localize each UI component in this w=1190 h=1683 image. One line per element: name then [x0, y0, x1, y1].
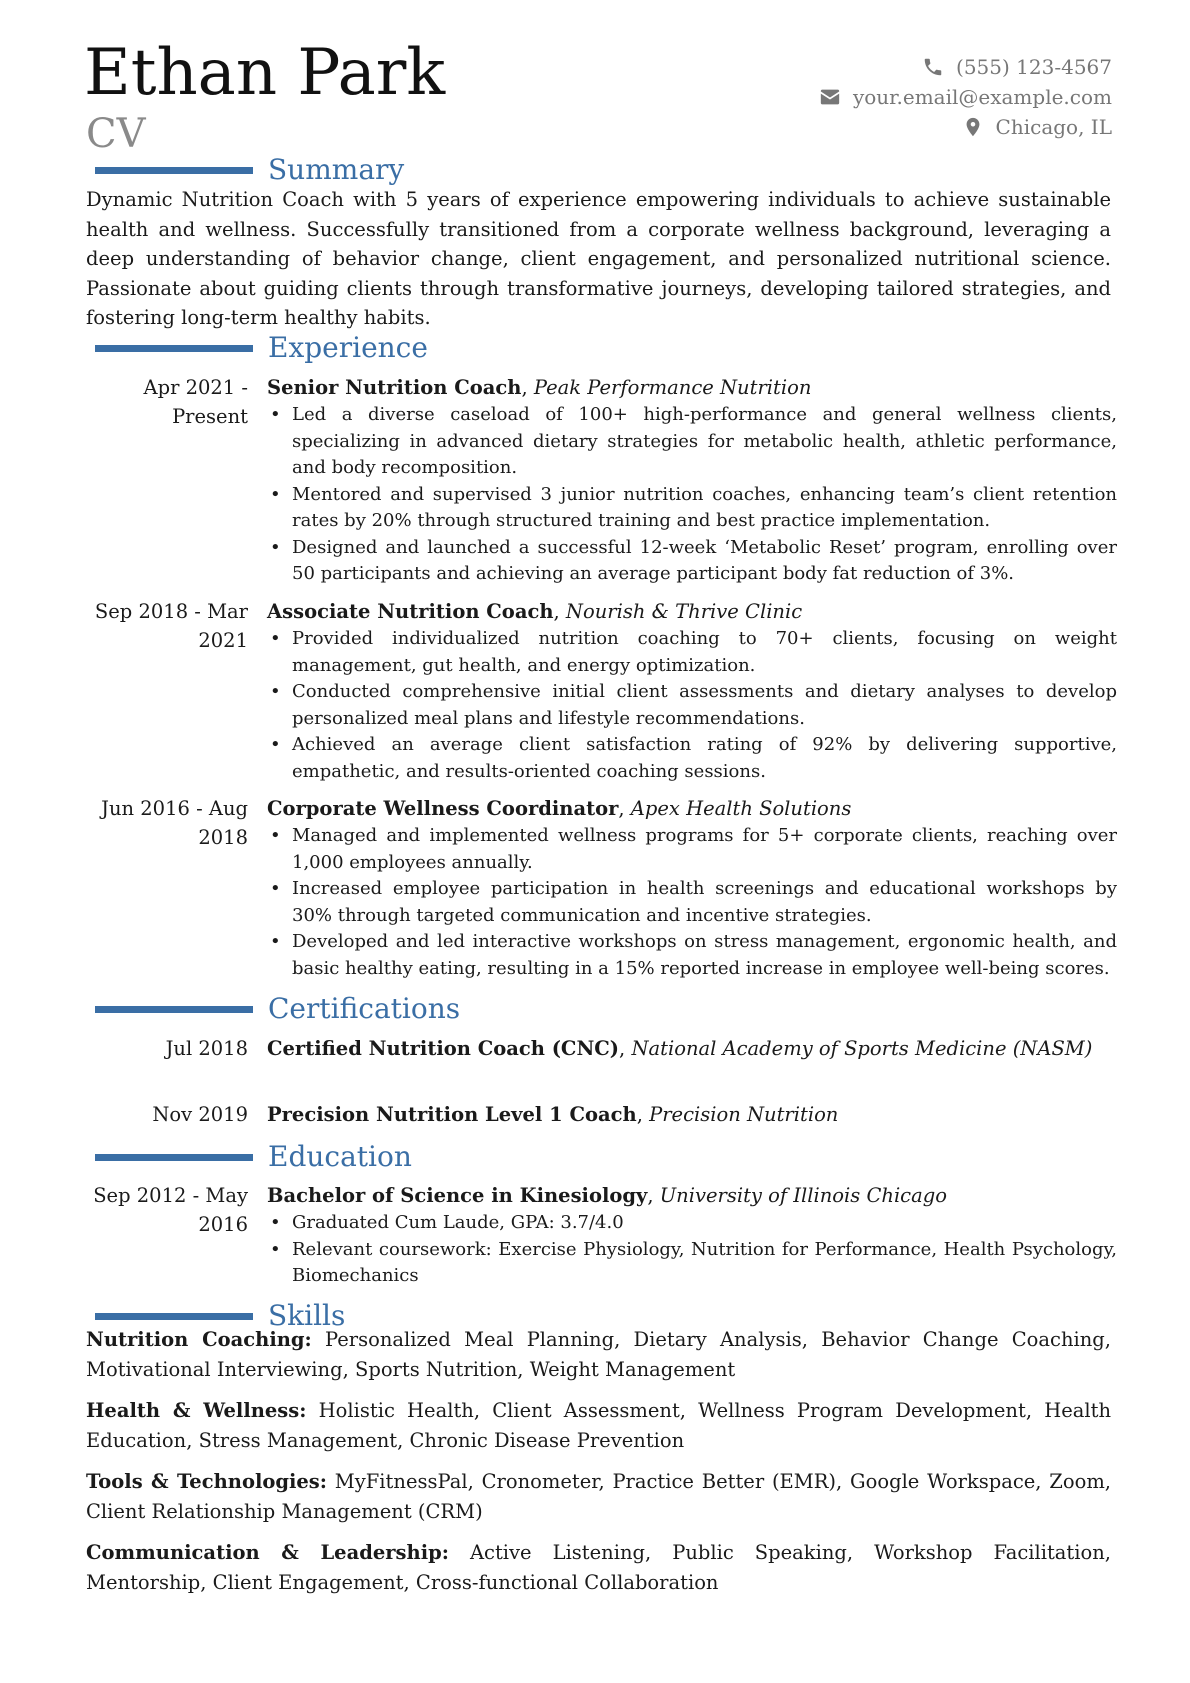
section-divider-bar	[95, 1006, 253, 1013]
section-header-education	[95, 1140, 412, 1173]
entry-title-line: Corporate Wellness Coordinator, Apex Health Solutions	[267, 797, 852, 820]
entry-title-line: Precision Nutrition Level 1 Coach, Precision Nutrition	[267, 1103, 839, 1126]
organization: University of Illinois Chicago	[659, 1184, 947, 1207]
skill-group-label: Nutrition Coaching:	[86, 1328, 312, 1351]
job-title: Senior Nutrition Coach	[267, 376, 522, 399]
document-subtitle: CV	[86, 111, 146, 157]
bullet-list	[267, 626, 1117, 785]
person-name: Ethan Park	[84, 36, 446, 110]
entry-date: Sep 2018 - Mar 2021	[94, 600, 248, 652]
skill-group-items: Holistic Health, Client Assessment, Wellness Program Development, Health Education, Stress Management, Chronic Disease Prevention	[86, 1399, 1112, 1452]
email-text[interactable]: your.email@example.com	[852, 85, 1112, 109]
skill-group	[86, 1396, 1111, 1455]
section-title: Summary	[268, 153, 405, 186]
degree-title: Bachelor of Science in Kinesiology	[267, 1184, 648, 1207]
list-item: • Led a diverse caseload of 100+ high-performance and general wellness clients, specializing in advanced dietary strategies for metabolic health, athletic performance, and body recomposition.	[292, 402, 1117, 482]
section-divider-bar	[95, 1154, 253, 1161]
organization: National Academy of Sports Medicine (NASM)	[631, 1037, 1093, 1060]
phone-text[interactable]: (555) 123-4567	[956, 55, 1112, 79]
list-item: • Mentored and supervised 3 junior nutrition coaches, enhancing team’s client retention rates by 20% through structured training and best practice implementation.	[292, 482, 1117, 535]
list-item: • Achieved an average client satisfaction rating of 92% by delivering supportive, empathetic, and results-oriented coaching sessions.	[292, 732, 1117, 785]
list-item: • Relevant coursework: Exercise Physiology, Nutrition for Performance, Health Psychology, Biomechanics	[292, 1237, 1117, 1290]
entry-date: Sep 2012 - May 2016	[93, 1184, 248, 1236]
contact-email	[692, 82, 1112, 112]
section-title: Certifications	[268, 992, 461, 1025]
skill-group	[86, 1325, 1111, 1384]
skill-group-label: Health & Wellness:	[86, 1399, 307, 1422]
map-pin-icon	[962, 116, 984, 138]
job-title: Corporate Wellness Coordinator	[267, 797, 619, 820]
job-title: Associate Nutrition Coach	[267, 600, 554, 623]
envelope-icon	[819, 86, 841, 108]
list-item: • Provided individualized nutrition coaching to 70+ clients, focusing on weight management, gut health, and energy optimization.	[292, 626, 1117, 679]
list-item: • Conducted comprehensive initial client assessments and dietary analyses to develop personalized meal plans and lifestyle recommendations.	[292, 679, 1117, 732]
entry-date: Jun 2016 - Aug 2018	[101, 797, 248, 849]
section-divider-bar	[95, 167, 253, 174]
organization: Nourish & Thrive Clinic	[565, 600, 803, 623]
section-title: Experience	[268, 331, 428, 364]
skill-group-items: MyFitnessPal, Cronometer, Practice Better (EMR), Google Workspace, Zoom, Client Relationship Management (CRM)	[86, 1470, 1112, 1523]
organization: Apex Health Solutions	[630, 797, 852, 820]
entry-title-line: Senior Nutrition Coach, Peak Performance Nutrition	[267, 376, 812, 399]
entry-title-line: Bachelor of Science in Kinesiology, University of Illinois Chicago	[267, 1184, 947, 1207]
entry-date: Apr 2021 - Present	[143, 376, 248, 428]
contact-block	[692, 52, 1112, 142]
skill-group-label: Tools & Technologies:	[86, 1470, 327, 1493]
list-item: • Graduated Cum Laude, GPA: 3.7/4.0	[292, 1210, 1117, 1237]
entry-title-line: Certified Nutrition Coach (CNC), National Academy of Sports Medicine (NASM)	[267, 1037, 1093, 1060]
skill-group	[86, 1538, 1111, 1597]
certification-title: Certified Nutrition Coach (CNC)	[267, 1037, 620, 1060]
entry-date: Nov 2019	[152, 1103, 248, 1126]
contact-location	[692, 112, 1112, 142]
entry-title-line: Associate Nutrition Coach, Nourish & Thrive Clinic	[267, 600, 803, 623]
section-header-summary	[95, 153, 405, 186]
list-item: • Designed and launched a successful 12-week ‘Metabolic Reset’ program, enrolling over 50 participants and achieving an average participant body fat reduction of 3%.	[292, 535, 1117, 588]
certification-title: Precision Nutrition Level 1 Coach	[267, 1103, 637, 1126]
skill-group-items: Personalized Meal Planning, Dietary Analysis, Behavior Change Coaching, Motivational Interviewing, Sports Nutrition, Weight Management	[86, 1328, 1111, 1381]
organization: Peak Performance Nutrition	[533, 376, 812, 399]
list-item: • Developed and led interactive workshops on stress management, ergonomic health, and basic healthy eating, resulting in a 15% reported increase in employee well-being scores.	[292, 929, 1117, 982]
section-title: Skills	[268, 1299, 346, 1332]
section-title: Education	[268, 1140, 412, 1173]
phone-icon	[922, 56, 944, 78]
list-item: • Increased employee participation in health screenings and educational workshops by 30% through targeted communication and incentive strategies.	[292, 876, 1117, 929]
bullet-list	[267, 1210, 1117, 1290]
bullet-list	[267, 823, 1117, 982]
skill-group-label: Communication & Leadership:	[86, 1541, 449, 1564]
contact-phone	[692, 52, 1112, 82]
list-item: • Managed and implemented wellness programs for 5+ corporate clients, reaching over 1,000 employees annually.	[292, 823, 1117, 876]
summary-text: Dynamic Nutrition Coach with 5 years of experience empowering individuals to achieve sustainable health and wellness. Successfully transitioned from a corporate wellness background, leveraging a deep understanding of behavior change, client engagement, and personalized nutritional science. Passionate about guiding clients through transformative journeys, developing tailored strategies, and fostering long-term healthy habits.	[86, 188, 1111, 329]
bullet-list	[267, 402, 1117, 588]
location-text: Chicago, IL	[995, 115, 1112, 139]
section-header-experience	[95, 331, 428, 364]
skill-group-items: Active Listening, Public Speaking, Workshop Facilitation, Mentorship, Client Engagement, Cross-functional Collaboration	[86, 1541, 1112, 1594]
entry-date: Jul 2018	[165, 1037, 248, 1060]
section-divider-bar	[95, 345, 253, 352]
section-header-certifications	[95, 992, 461, 1025]
organization: Precision Nutrition	[649, 1103, 839, 1126]
section-divider-bar	[95, 1313, 253, 1320]
skill-group	[86, 1467, 1111, 1526]
skills-list	[86, 1325, 1111, 1609]
